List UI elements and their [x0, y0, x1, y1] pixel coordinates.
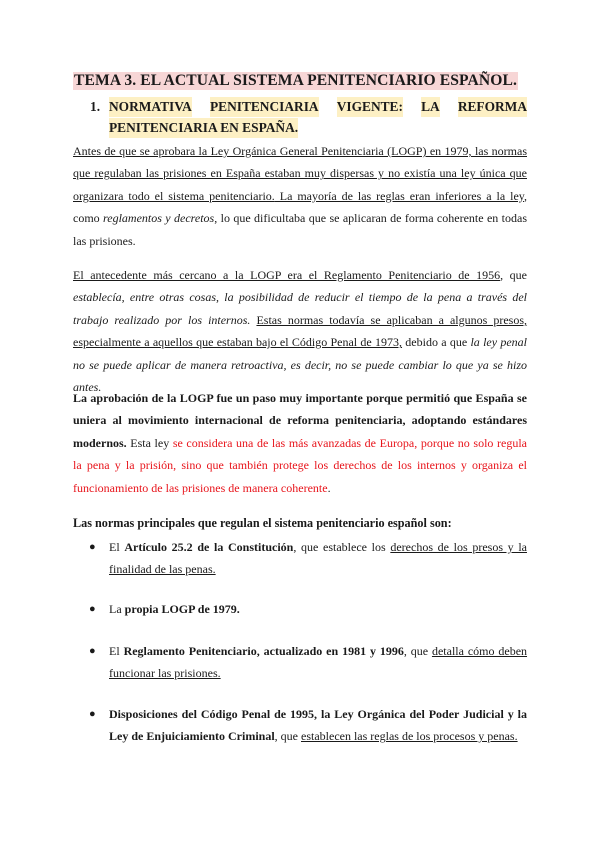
- heading-word: NORMATIVA: [109, 97, 192, 117]
- heading-word: REFORMA: [458, 97, 527, 117]
- paragraph-aprobacion-logp: [73, 387, 527, 499]
- list-item: [89, 703, 527, 748]
- text-span: La aprobación de la LOGP fue un paso muy importante porque permitió que España se uniera al movimiento internacional de reforma penitenciaria, adoptando estándares modernos.: [73, 391, 527, 450]
- bullet-icon: ●: [89, 645, 96, 657]
- list-item: [89, 640, 528, 685]
- text-span: , lo que dificultaba que se aplicaran de forma coherente en todas las prisiones.: [73, 211, 527, 248]
- text-span: El: [109, 540, 125, 554]
- text-span: , que: [403, 644, 432, 658]
- page-title: TEMA 3. EL ACTUAL SISTEMA PENITENCIARIO ESPAÑOL.: [74, 72, 517, 89]
- bullet-icon: ●: [89, 603, 96, 615]
- text-span: El antecedente más cercano a la LOGP era el Reglamento Penitenciario de 1956: [73, 268, 501, 282]
- heading-word: LA: [421, 97, 440, 117]
- section-heading-line-1: [109, 97, 527, 117]
- list-item: [89, 598, 527, 620]
- section-number: 1.: [90, 99, 101, 114]
- text-span: debido a que: [402, 335, 471, 350]
- text-span: establecía, entre otras cosas, la posibilidad de reducir el tiempo de la pena a través del trabajo realizado por los internos.: [73, 290, 527, 327]
- text-span: La mayoría de las reglas eran inferiores a la ley: [274, 188, 524, 203]
- text-span: .: [327, 480, 331, 495]
- text-span: Esta ley: [126, 435, 173, 450]
- list-intro: Las normas principales que regulan el sistema penitenciario español son:: [73, 516, 452, 530]
- text-span: Disposiciones del Código Penal de 1995, la Ley Orgánica del Poder Judicial y la Ley de Enjuiciamiento Criminal: [109, 707, 527, 744]
- paragraph-reglamento-1956: [73, 264, 527, 398]
- text-span: se considera una de las más avanzadas de Europa, porque no solo regula la pena y la prisión, sino que también protege los derechos de los internos y organiza el funcionamiento de las prisiones de manera coherente: [73, 435, 528, 495]
- text-span: la ley penal no se puede aplicar de manera retroactiva, es decir, no se puede cambiar lo que ya se hizo antes.: [73, 335, 528, 395]
- text-span: La: [109, 602, 125, 616]
- text-span: Estas normas todavía se aplicaban a algunos presos, especialmente a aquellos que estaban bajo el Código Penal de 1973,: [73, 312, 528, 350]
- heading-word: PENITENCIARIA: [210, 97, 319, 117]
- text-span: Artículo 25.2 de la Constitución: [124, 540, 294, 554]
- section-heading-line-2: PENITENCIARIA EN ESPAÑA.: [109, 118, 298, 138]
- paragraph-antecedentes: [73, 140, 527, 252]
- text-span: El: [109, 644, 124, 658]
- text-span: Antes de que se aprobara la Ley Orgánica General Penitenciaria (LOGP) en 1979, las normas que regulaban las prisiones en España estaban muy dispersas y no existía una ley única que organizara todo el sistema penitenciario.: [73, 144, 527, 203]
- text-span: reglamentos y decretos: [103, 211, 215, 226]
- text-span: , como: [73, 188, 527, 226]
- text-span: Reglamento Penitenciario, actualizado en 1981 y 1996: [123, 644, 404, 658]
- text-span: , que: [500, 268, 528, 282]
- heading-word: VIGENTE:: [337, 97, 403, 117]
- text-span: establecen las reglas de los procesos y penas.: [301, 729, 518, 744]
- text-span: propia LOGP de 1979.: [124, 602, 240, 616]
- text-span: , que establece los: [293, 540, 391, 554]
- bullet-icon: ●: [89, 708, 96, 720]
- text-span: derechos de los presos y la finalidad de las penas.: [109, 540, 527, 577]
- bullet-icon: ●: [89, 541, 96, 553]
- text-span: detalla cómo deben funcionar las prisiones.: [109, 644, 528, 681]
- list-item: [89, 536, 527, 581]
- text-span: , que: [274, 729, 301, 744]
